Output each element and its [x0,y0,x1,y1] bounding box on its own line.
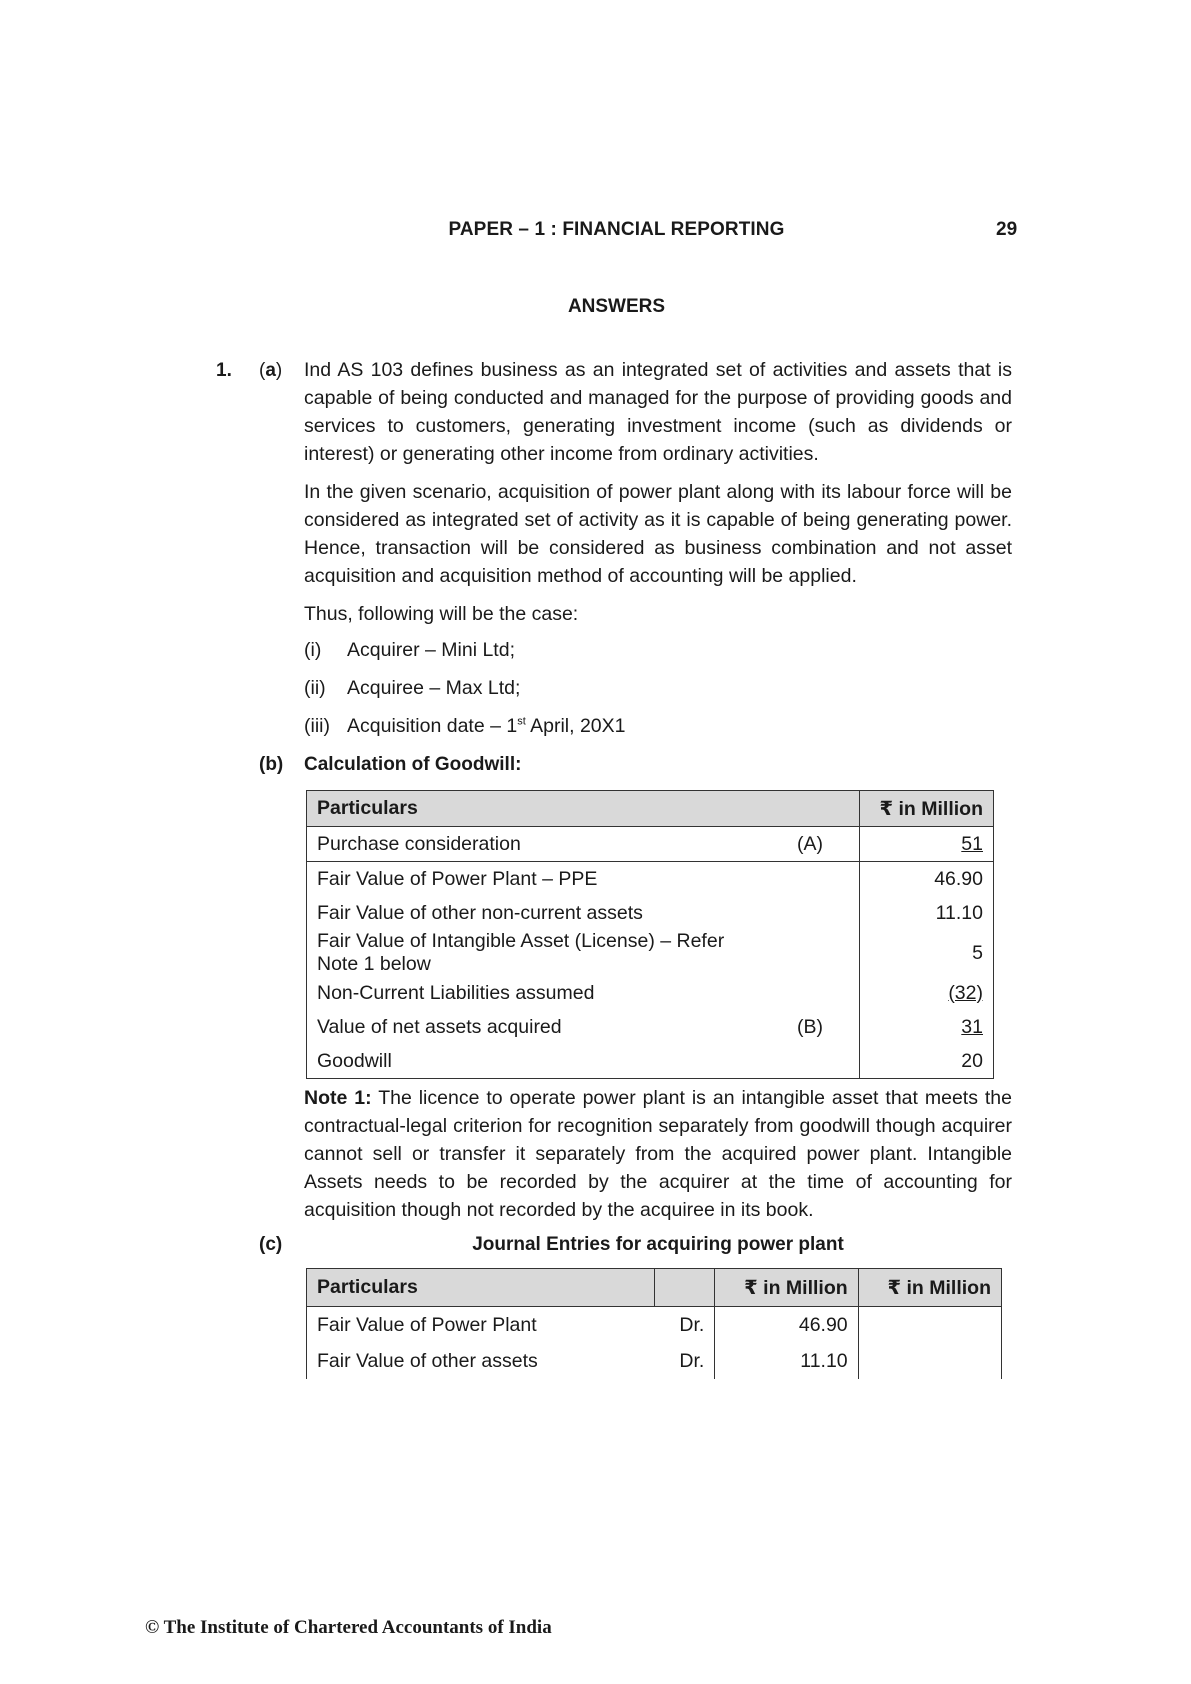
table-row [307,930,994,976]
row-amount: 51 [860,827,994,862]
list-item-text: Acquiree – Max Ltd; [347,677,521,699]
row-amount: 20 [860,1044,994,1079]
note-paragraph [304,1084,1012,1224]
page-footer: © The Institute of Chartered Accountants of India [145,1617,552,1638]
page-header-title: PAPER – 1 : FINANCIAL REPORTING [448,219,785,240]
row-amount-2 [858,1307,1001,1344]
question-number: 1. [216,360,232,381]
row-desc: Fair Value of other non-current assets [307,896,754,930]
part-a-label: (a) [259,360,283,381]
row-tag [753,1044,860,1079]
part-c-heading: Journal Entries for acquiring power plant [472,1234,844,1255]
goodwill-col-particulars: Particulars [307,791,860,827]
row-tag [753,930,860,976]
table-row [307,1010,994,1044]
part-c-label: (c) [259,1234,283,1255]
row-dr: Dr. [679,1313,705,1336]
row-amount: 11.10 [860,896,994,930]
row-amount: 5 [860,930,994,976]
table-row [307,1044,994,1079]
row-tag: (B) [797,1015,823,1038]
table-row [307,1343,1002,1379]
table-row [307,827,994,862]
part-a-paragraph-3: Thus, following will be the case: [304,603,579,625]
part-a-paragraph-2: In the given scenario, acquisition of power plant along with its labour force will be considered as integrated set of activity as it is capable of being generating power. Hence, transaction will be considered as business combination and not asset acquisition and acquisition method of accounting will be applied. [304,481,1012,587]
part-b-heading: Calculation of Goodwill: [304,754,522,775]
goodwill-col-amount: ₹ in Million [860,791,994,827]
row-amount: 31 [860,1010,994,1044]
row-amount: 11.10 [715,1343,858,1379]
row-amount-2 [858,1343,1001,1379]
table-row [307,862,994,897]
row-desc: Value of net assets acquired [307,1010,754,1044]
je-col-blank [655,1269,715,1307]
row-tag: (A) [753,827,860,862]
goodwill-table [306,790,994,1079]
page-number: 29 [996,219,1018,240]
journal-entries-table [306,1268,1002,1379]
row-desc: Fair Value of Intangible Asset (License) – Refer Note 1 below [307,930,754,976]
row-desc: Fair Value of Power Plant [307,1307,655,1344]
row-desc: Goodwill [307,1044,754,1079]
row-tag [753,896,860,930]
row-amount: (32) [860,976,994,1010]
note-label: Note 1: [304,1087,372,1109]
list-item-text: Acquirer – Mini Ltd; [347,639,515,661]
note-text: The licence to operate power plant is an intangible asset that meets the contractual-legal criterion for recognition separately from goodwill though acquirer cannot sell or transfer it separately from the acquired power plant. Intangible Assets needs to be recorded by the acquirer at the time of accounting for acquisition though not recorded by the acquiree in its book. [304,1087,1012,1221]
row-desc: Purchase consideration [307,827,754,862]
row-tag [753,862,860,897]
row-desc: Fair Value of Power Plant – PPE [307,862,754,897]
row-tag [753,976,860,1010]
table-row [307,1307,1002,1344]
row-desc: Fair Value of other assets [307,1343,655,1379]
list-item-number: (ii) [304,677,326,699]
je-col-amount-1: ₹ in Million [715,1269,858,1307]
row-amount: 46.90 [715,1307,858,1344]
list-item-number: (i) [304,639,322,661]
row-amount: 46.90 [860,862,994,897]
part-a-paragraph-1: Ind AS 103 defines business as an integrated set of activities and assets that is capable of being conducted and managed for the purpose of providing goods and services to customers, generating investment income (such as dividends or interest) or generating other income from ordinary activities. [304,359,1012,465]
row-dr: Dr. [679,1349,705,1372]
list-item-number: (iii) [304,715,330,737]
section-title: ANSWERS [567,296,666,317]
je-col-particulars: Particulars [307,1269,655,1307]
je-col-amount-2: ₹ in Million [858,1269,1001,1307]
part-b-label: (b) [259,754,284,775]
row-desc: Non-Current Liabilities assumed [307,976,754,1010]
list-item-text: Acquisition date – 1st April, 20X1 [347,715,626,737]
table-row [307,976,994,1010]
table-row [307,896,994,930]
